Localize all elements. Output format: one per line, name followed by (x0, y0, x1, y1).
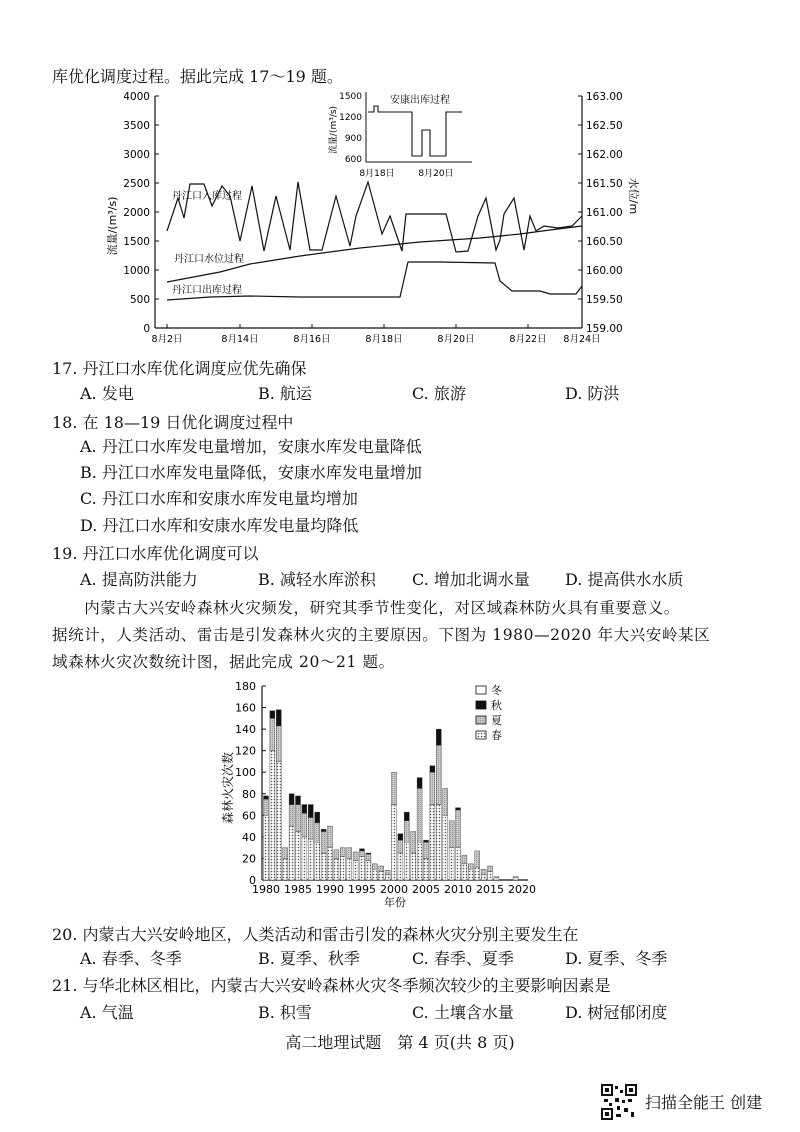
fire-bar-1986-秋 (302, 805, 307, 814)
legend-autumn: 秋 (491, 699, 502, 712)
fire-bar-1990-夏 (328, 826, 333, 848)
fire-bar-2004-春 (417, 842, 422, 880)
q21-option-c[interactable]: C. 土壤含水量 (412, 1003, 514, 1022)
fire-bar-1981-春 (270, 751, 275, 880)
right-tick-label: 162.50 (586, 120, 623, 132)
fire-bar-1989-秋 (321, 829, 326, 831)
forest-fire-chart (210, 678, 550, 910)
q17-option-d[interactable]: D. 防洪 (565, 384, 620, 403)
fire-bar-2005-春 (424, 858, 429, 880)
fire-bar-1995-秋 (360, 849, 365, 851)
fire-bar-2015-春 (488, 871, 493, 880)
fire-bar-1996-春 (366, 861, 371, 880)
fire-bar-1993-春 (347, 858, 352, 880)
fire-bar-1996-夏 (366, 854, 371, 860)
fire-bar-2006-秋 (430, 766, 435, 772)
fire-bar-2005-夏 (424, 842, 429, 858)
right-tick-label: 163.00 (586, 91, 623, 103)
fire-bar-1980-秋 (264, 796, 269, 799)
fire-bar-2007-秋 (436, 729, 441, 745)
q18-option-d[interactable]: D. 丹江口水库和安康水库发电量均降低 (80, 516, 359, 535)
fire-bar-1983-春 (283, 858, 288, 880)
x-tick-label: 8月24日 (563, 334, 601, 345)
fire-bar-2012-夏 (468, 864, 473, 869)
fire-bar-2019-春 (513, 878, 518, 880)
fire-bar-1986-春 (302, 837, 307, 880)
passage-line-3: 域森林火灾次数统计图，据此完成 20～21 题。 (52, 653, 395, 671)
fire-bar-2016-夏 (494, 877, 499, 878)
fire-bar-1984-春 (289, 826, 294, 880)
fire-x-tick-label: 2005 (412, 883, 440, 896)
fire-bar-2002-秋 (404, 812, 409, 821)
legend-spring: 春 (491, 729, 502, 742)
q17-stem: 17. 丹江口水库优化调度应优先确保 (52, 359, 307, 378)
fire-bar-1983-夏 (283, 848, 288, 859)
right-tick-label: 159.00 (586, 323, 623, 335)
left-tick-label: 0 (143, 323, 150, 335)
fire-x-tick-label: 1985 (284, 883, 312, 896)
fire-bar-2009-夏 (449, 821, 454, 848)
fire-ylabel: 森林火灾次数 (221, 751, 235, 825)
fire-bar-2014-春 (481, 875, 486, 880)
fire-bar-2002-春 (404, 842, 409, 880)
fire-x-tick-label: 2000 (380, 883, 408, 896)
fire-legend (476, 683, 502, 742)
fire-bar-2014-夏 (481, 869, 486, 874)
fire-bar-1981-秋 (270, 711, 275, 719)
q18-option-a[interactable]: A. 丹江口水库发电量增加，安康水库发电量降低 (80, 437, 422, 456)
fire-bar-2011-夏 (462, 855, 467, 864)
x-tick-label: 8月2日 (151, 334, 183, 345)
q18-stem: 18. 在 18—19 日优化调度过程中 (52, 413, 294, 432)
fire-bar-1989-春 (321, 853, 326, 880)
fire-x-tick-label: 1995 (348, 883, 376, 896)
q21-option-a[interactable]: A. 气温 (80, 1003, 134, 1022)
right-axis-label: 水位/m (627, 177, 640, 215)
fire-bar-2001-春 (398, 853, 403, 880)
fire-bar-1984-秋 (289, 794, 294, 805)
legend-winter: 冬 (491, 684, 502, 697)
q21-option-b[interactable]: B. 积雪 (258, 1003, 312, 1022)
fire-x-tick-label: 1990 (316, 883, 344, 896)
fire-bar-1990-春 (328, 848, 333, 880)
right-tick-label: 161.50 (586, 178, 623, 190)
fire-bar-2016-春 (494, 878, 499, 880)
qr-code-icon (601, 1084, 637, 1120)
fire-bar-1988-秋 (315, 812, 320, 823)
fire-bar-1995-春 (360, 856, 365, 880)
fire-y-tick-label: 160 (235, 701, 256, 715)
left-tick-label: 4000 (123, 91, 150, 103)
fire-xlabel: 年份 (384, 896, 406, 909)
right-tick-label: 161.00 (586, 207, 623, 219)
inset-y-tick-label: 900 (344, 134, 362, 144)
q19-stem: 19. 丹江口水库优化调度可以 (52, 544, 259, 563)
fire-bar-1985-夏 (296, 805, 301, 832)
legend-summer: 夏 (491, 714, 502, 727)
fire-bar-1996-秋 (366, 853, 371, 854)
fire-bar-2009-春 (449, 848, 454, 880)
fire-bar-2001-秋 (398, 834, 403, 840)
q17-option-c[interactable]: C. 旅游 (412, 384, 466, 403)
passage-line-1: 内蒙古大兴安岭森林火灾频发，研究其季节性变化，对区域森林防火具有重要意义。 (52, 599, 680, 617)
q19-option-c[interactable]: C. 增加北调水量 (412, 570, 530, 589)
fire-bar-2004-秋 (417, 778, 422, 789)
fire-bar-1986-夏 (302, 813, 307, 837)
fire-bar-1995-夏 (360, 851, 365, 856)
q19-option-b[interactable]: B. 减轻水库淤积 (258, 570, 376, 589)
fire-bar-2006-夏 (430, 772, 435, 804)
fire-y-tick-label: 140 (235, 723, 256, 737)
q17-option-b[interactable]: B. 航运 (258, 384, 312, 403)
fire-y-tick-label: 0 (249, 874, 256, 887)
q20-option-a[interactable]: A. 春季、冬季 (80, 949, 182, 968)
fire-bar-2001-夏 (398, 840, 403, 853)
fire-y-tick-label: 180 (235, 680, 256, 693)
fire-bar-1980-春 (264, 815, 269, 880)
fire-bar-1982-春 (276, 761, 281, 880)
right-tick-label: 159.50 (586, 294, 623, 306)
fire-y-tick-label: 20 (242, 852, 256, 866)
right-tick-label: 160.00 (586, 265, 623, 277)
q17-option-a[interactable]: A. 发电 (80, 384, 134, 403)
fire-bar-1980-夏 (264, 799, 269, 815)
passage-line-2: 据统计，人类活动、雷击是引发森林火灾的主要原因。下图为 1980—2020 年大兴安岭某区 (52, 626, 711, 644)
fire-bar-2019-夏 (513, 877, 518, 878)
fire-bar-1999-春 (385, 875, 390, 880)
fire-x-tick-label: 2015 (476, 883, 504, 896)
q20-option-d[interactable]: D. 夏季、冬季 (565, 949, 668, 968)
inset-y-tick-label: 1200 (339, 113, 362, 123)
q18-option-b[interactable]: B. 丹江口水库发电量降低，安康水库发电量增加 (80, 463, 422, 482)
fire-bar-2013-春 (475, 867, 480, 880)
fire-bar-2005-秋 (424, 840, 429, 842)
fire-bar-2010-春 (456, 848, 461, 880)
fire-bar-1981-夏 (270, 718, 275, 750)
fire-bar-1985-秋 (296, 796, 301, 805)
fire-bar-1998-夏 (379, 866, 384, 871)
fire-bar-1987-秋 (308, 805, 313, 818)
fire-bar-2004-夏 (417, 788, 422, 842)
inset-y-tick-label: 600 (344, 155, 362, 165)
fire-bar-2002-夏 (404, 821, 409, 843)
intro-line: 库优化调度过程。据此完成 17～19 题。 (52, 67, 343, 86)
left-tick-label: 1000 (123, 265, 150, 277)
fire-bar-1984-夏 (289, 805, 294, 827)
left-tick-label: 2000 (123, 207, 150, 219)
left-tick-label: 3500 (123, 120, 150, 132)
fire-bar-2015-夏 (488, 866, 493, 871)
fire-y-tick-label: 100 (235, 766, 256, 780)
page-footer: 高二地理试题 第 4 页(共 8 页) (285, 1033, 515, 1052)
fire-bar-1999-夏 (385, 870, 390, 874)
fire-bar-2003-夏 (411, 832, 416, 854)
fire-bar-1982-秋 (276, 710, 281, 726)
outflow-label: 丹江口出库过程 (172, 285, 242, 296)
fire-x-tick-label: 2020 (508, 883, 536, 896)
inset-ylabel: 流量/(m³/s) (329, 105, 339, 155)
fire-bar-2003-春 (411, 853, 416, 880)
inset-x-tick-label: 8月20日 (418, 169, 454, 179)
fire-bar-2007-夏 (436, 745, 441, 804)
x-tick-label: 8月20日 (437, 334, 475, 345)
fire-bar-1994-春 (353, 861, 358, 880)
fire-bar-1987-夏 (308, 817, 313, 839)
fire-y-tick-label: 60 (242, 809, 256, 823)
q18-option-c[interactable]: C. 丹江口水库和安康水库发电量均增加 (80, 489, 358, 508)
fire-bar-1991-春 (334, 858, 339, 880)
fire-y-tick-label: 40 (242, 830, 256, 844)
right-tick-label: 162.00 (586, 149, 623, 161)
q21-option-d[interactable]: D. 树冠郁闭度 (565, 1003, 668, 1022)
inflow-label: 丹江口入库过程 (172, 191, 242, 202)
x-tick-label: 8月14日 (221, 334, 259, 345)
left-tick-label: 500 (129, 294, 150, 306)
fire-y-tick-label: 120 (235, 744, 256, 758)
ankang-inset (327, 92, 472, 179)
q20-option-c[interactable]: C. 春季、夏季 (412, 949, 514, 968)
fire-bar-2000-夏 (392, 772, 397, 804)
reservoir-chart (100, 86, 640, 348)
left-tick-label: 1500 (123, 236, 150, 248)
inset-x-tick-label: 8月18日 (359, 169, 395, 179)
fire-bar-2012-春 (468, 869, 473, 880)
fire-bar-2010-秋 (456, 808, 461, 810)
fire-bar-2008-春 (443, 815, 448, 880)
q21-stem: 21. 与华北林区相比，内蒙古大兴安岭森林火灾冬季频次较少的主要影响因素是 (52, 976, 611, 995)
inset-y-tick-label: 1500 (339, 92, 362, 102)
q20-stem: 20. 内蒙古大兴安岭地区，人类活动和雷击引发的森林火灾分别主要发生在 (52, 925, 579, 944)
fire-bar-2010-夏 (456, 810, 461, 848)
fire-bar-2000-春 (392, 805, 397, 880)
left-tick-label: 3000 (123, 149, 150, 161)
fire-bar-1987-春 (308, 839, 313, 880)
scanner-watermark: 扫描全能王 创建 (645, 1093, 763, 1112)
x-tick-label: 8月22日 (509, 334, 547, 345)
fire-bar-1997-春 (372, 869, 377, 880)
x-tick-label: 8月16日 (293, 334, 331, 345)
q19-option-d[interactable]: D. 提高供水水质 (565, 570, 684, 589)
fire-bar-1982-夏 (276, 726, 281, 762)
fire-bar-1991-夏 (334, 850, 339, 859)
fire-x-tick-label: 1980 (252, 883, 280, 896)
fire-y-tick-label: 80 (242, 787, 256, 801)
fire-bar-2006-春 (430, 805, 435, 880)
inset-title: 安康出库过程 (390, 95, 450, 106)
left-axis-label: 流量/(m³/s) (106, 196, 119, 256)
fire-bar-1985-春 (296, 832, 301, 881)
fire-bar-2011-春 (462, 864, 467, 880)
fire-x-tick-label: 2010 (444, 883, 472, 896)
right-tick-label: 160.50 (586, 236, 623, 248)
fire-bar-1994-夏 (353, 852, 358, 861)
fire-bar-1989-夏 (321, 832, 326, 854)
level-label: 丹江口水位过程 (174, 254, 244, 265)
fire-bar-1992-夏 (340, 848, 345, 857)
q19-option-a[interactable]: A. 提高防洪能力 (80, 570, 198, 589)
fire-bar-2007-春 (436, 805, 441, 880)
left-tick-label: 2500 (123, 178, 150, 190)
fire-bar-1997-夏 (372, 864, 377, 869)
fire-bar-1993-夏 (347, 848, 352, 859)
fire-bar-1988-春 (315, 842, 320, 880)
x-tick-label: 8月18日 (365, 334, 403, 345)
q20-option-b[interactable]: B. 夏季、秋季 (258, 949, 360, 968)
fire-bar-1992-春 (340, 856, 345, 880)
fire-bar-2013-夏 (475, 851, 480, 867)
fire-bar-1988-夏 (315, 823, 320, 842)
fire-bar-2008-夏 (443, 788, 448, 815)
fire-bar-1998-春 (379, 871, 384, 880)
